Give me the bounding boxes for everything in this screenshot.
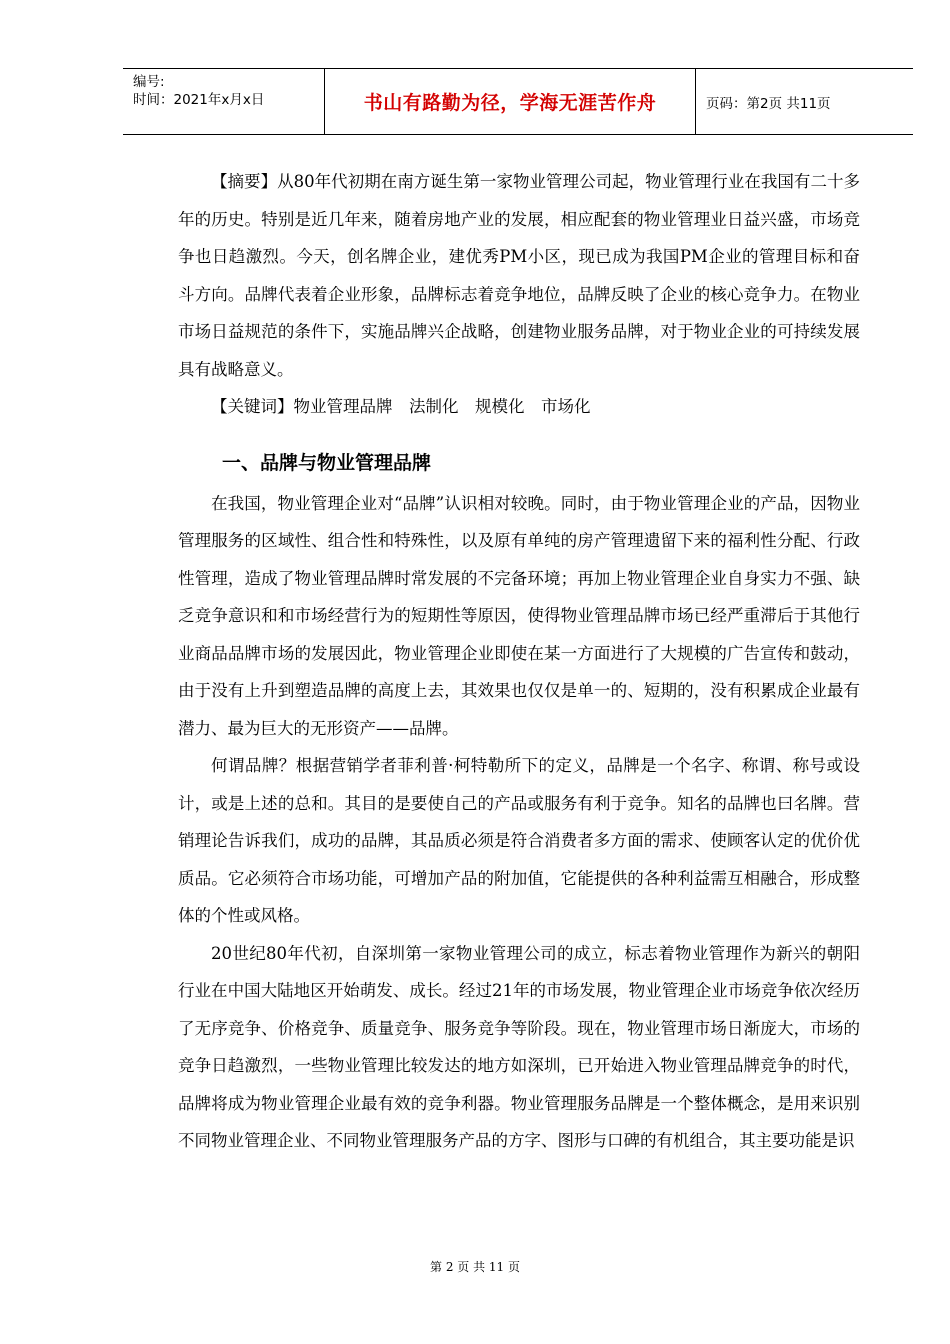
time-label: 时间：2021年x月x日 <box>133 92 265 108</box>
body-paragraph: 何谓品牌？根据营销学者菲利普·柯特勒所下的定义，品牌是一个名字、称谓、称号或设计，或是上述的总和。其目的是要使自己的产品或服务有利于竞争。知名的品牌也曰名牌。营销理论告诉我们，成功的品牌，其品质必须是符合消费者多方面的需求、使顾客认定的优价优质品。它必须符合市场功能，可增加产品的附加值，它能提供的各种利益需互相融合，形成整体的个性或风格。 <box>178 756 860 925</box>
body-paragraph: 在我国，物业管理企业对“品牌”认识相对较晚。同时，由于物业管理企业的产品，因物业管理服务的区域性、组合性和特殊性，以及原有单纯的房产管理遗留下来的福利性分配、行政性管理，造成了物业管理品牌时常发展的不完备环境；再加上物业管理企业自身实力不强、缺乏竞争意识和和市场经营行为的短期性等原因，使得物业管理品牌市场已经严重滞后于其他行业商品品牌市场的发展因此，物业管理企业即使在某一方面进行了大规模的广告宣传和鼓动，由于没有上升到塑造品牌的高度上去，其效果也仅仅是单一的、短期的，没有积累成企业最有潜力、最为巨大的无形资产——品牌。 <box>178 493 860 738</box>
header-page-cell <box>696 69 913 134</box>
header-meta-cell <box>123 69 325 134</box>
page-info: 页码：第2页 共11页 <box>706 95 831 112</box>
keywords-paragraph: 【关键词】物业管理品牌 法制化 规模化 市场化 <box>211 397 591 416</box>
code-label: 编号: <box>133 74 165 90</box>
document-body <box>178 163 860 1160</box>
section-heading: 一、品牌与物业管理品牌 <box>222 451 432 474</box>
page-footer <box>0 1258 950 1275</box>
body-paragraph: 20世纪80年代初，自深圳第一家物业管理公司的成立，标志着物业管理作为新兴的朝阳行业在中国大陆地区开始萌发、成长。经过21年的市场发展，物业管理企业市场竞争依次经历了无序竞争、价格竞争、质量竞争、服务竞争等阶段。现在，物业管理市场日渐庞大，市场的竞争日趋激烈，一些物业管理比较发达的地方如深圳，已开始进入物业管理品牌竞争的时代，品牌将成为物业管理企业最有效的竞争利器。物业管理服务品牌是一个整体概念，是用来识别不同物业管理企业、不同物业管理服务产品的方字、图形与口碑的有机组合，其主要功能是识 <box>178 943 860 1150</box>
footer-page-number: 第 2 页 共 11 页 <box>430 1260 520 1274</box>
abstract-paragraph: 【摘要】从80年代初期在南方诞生第一家物业管理公司起，物业管理行业在我国有二十多年的历史。特别是近几年来，随着房地产业的发展，相应配套的物业管理业日益兴盛，市场竞争也日趋激烈。今天，创名牌企业，建优秀PM小区，现已成为我国PM企业的管理目标和奋斗方向。品牌代表着企业形象，品牌标志着竞争地位，品牌反映了企业的核心竞争力。在物业市场日益规范的条件下，实施品牌兴企战略，创建物业服务品牌，对于物业企业的可持续发展具有战略意义。 <box>178 172 860 379</box>
motto-text: 书山有路勤为径，学海无涯苦作舟 <box>363 92 657 114</box>
document-header <box>123 68 913 135</box>
header-motto-cell <box>325 69 696 134</box>
